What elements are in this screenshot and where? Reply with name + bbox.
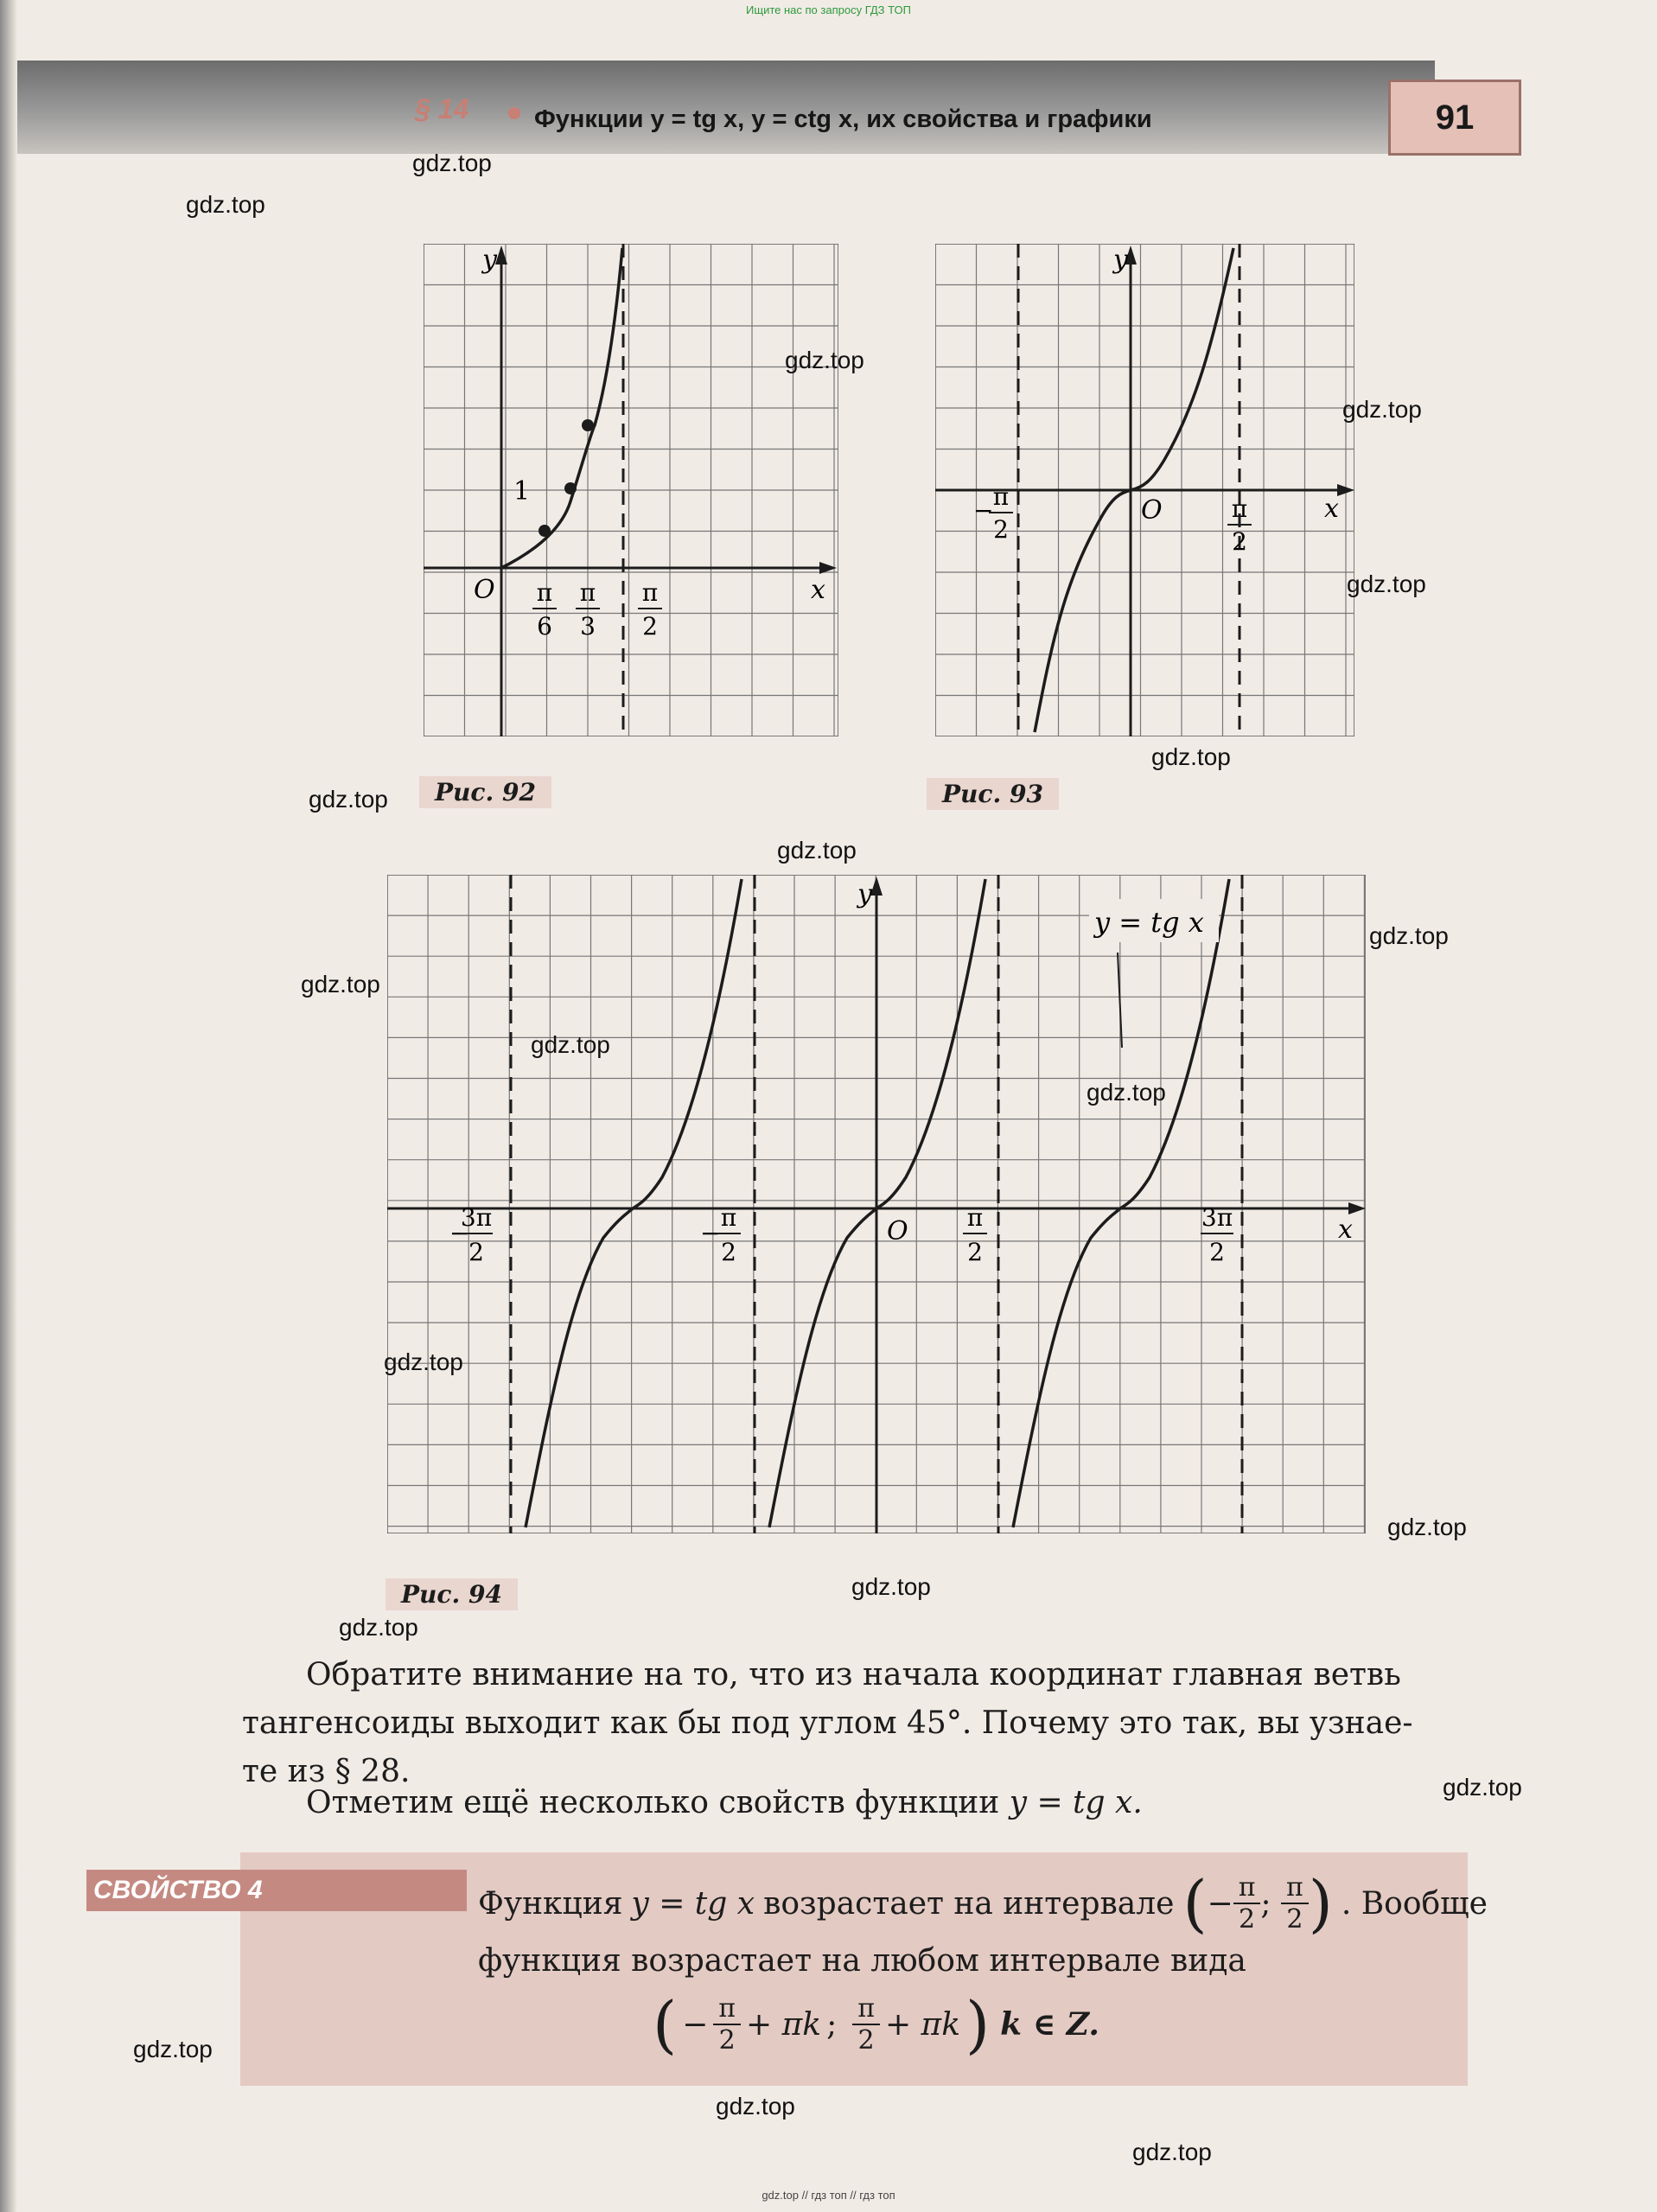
fig92-unit-label: 1: [513, 476, 531, 507]
paragraph-1-line-1: Обратите внимание на то, что из начала координат главная ветвь: [306, 1657, 1401, 1692]
property-line-1-end: . Вообще: [1341, 1885, 1488, 1922]
watermark: gdz.top: [785, 347, 864, 373]
fig92-point-pi6: [539, 525, 551, 537]
svg-text:2: 2: [1209, 1238, 1225, 1266]
caption-fig94: Рис. 94: [386, 1578, 518, 1610]
footer-note: gdz.top // гдз топ // гдз топ: [762, 2189, 895, 2202]
watermark: gdz.top: [1347, 571, 1426, 597]
svg-text:3: 3: [580, 612, 596, 641]
paragraph-2: [242, 1779, 1577, 1827]
figure-92: [424, 244, 838, 736]
fig92-origin-label: O: [474, 575, 495, 605]
svg-text:π: π: [579, 578, 596, 607]
property-interval-general: ( − $\frac{\pi}{2}$ + πk ; $\frac{\pi}{2}$ + πk ) k ∈ Z.: [653, 1988, 1099, 2061]
paragraph-1: [242, 1651, 1513, 1796]
watermark: gdz.top: [186, 191, 265, 218]
watermark: gdz.top: [1087, 1079, 1166, 1106]
watermark: gdz.top: [1342, 396, 1422, 423]
page-edge-shadow: [0, 0, 17, 2212]
section-title: Функции y = tg x, y = ctg x, их свойства и графики: [534, 105, 1152, 133]
svg-text:2: 2: [993, 515, 1009, 544]
caption-fig93: Рис. 93: [927, 778, 1059, 810]
watermark: gdz.top: [301, 971, 380, 998]
fig94-tick-3pi2: [1201, 1203, 1233, 1266]
fig93-tick-pi2: [1227, 494, 1252, 556]
paragraph-2-text: Отметим ещё несколько свойств функции: [306, 1785, 1000, 1820]
figure-94: [387, 875, 1366, 1533]
paragraph-1-line-2: тангенсоиды выходит как бы под углом 45°. Почему это так, вы узнае-: [242, 1705, 1413, 1741]
property-line-1-start: Функция: [478, 1885, 623, 1922]
figure-93: [935, 244, 1354, 736]
paragraph-2-formula: y = tg x.: [1009, 1785, 1143, 1820]
watermark: gdz.top: [1132, 2139, 1212, 2165]
paragraph-1-line-3: те из § 28.: [242, 1754, 411, 1789]
svg-text:π: π: [966, 1203, 984, 1232]
fig94-x-label: x: [1338, 1214, 1353, 1245]
svg-text:2: 2: [642, 612, 658, 641]
svg-text:6: 6: [537, 612, 552, 641]
svg-text:π: π: [720, 1203, 737, 1232]
fig94-tick-negpi2: [700, 1203, 741, 1266]
watermark: gdz.top: [412, 150, 492, 176]
svg-text:π: π: [536, 578, 553, 607]
watermark: gdz.top: [1151, 743, 1231, 770]
watermark: gdz.top: [1369, 922, 1449, 949]
fig92-tick-pi3: [576, 578, 600, 641]
watermark: gdz.top: [777, 837, 857, 864]
watermark: gdz.top: [133, 2036, 213, 2062]
property-line-1: [478, 1867, 1488, 1940]
watermark: gdz.top: [384, 1348, 463, 1375]
fig94-tick-pi2: [963, 1203, 987, 1266]
fig93-tick-neg-pi2: [973, 482, 1013, 544]
svg-text:−: −: [449, 1219, 470, 1247]
svg-text:3π: 3π: [1201, 1203, 1233, 1232]
watermark: gdz.top: [339, 1614, 418, 1641]
fig94-curve-label: y = tg x: [1094, 906, 1204, 939]
k-condition: k ∈ Z.: [1000, 2006, 1099, 2043]
property-label: СВОЙСТВО 4: [86, 1870, 467, 1911]
svg-text:3π: 3π: [460, 1203, 493, 1232]
fig92-x-label: x: [811, 575, 825, 605]
svg-text:2: 2: [721, 1238, 736, 1266]
watermark: gdz.top: [716, 2093, 795, 2120]
section-number: § 14: [415, 93, 469, 124]
svg-text:−: −: [700, 1219, 721, 1247]
svg-text:−: −: [973, 496, 994, 525]
fig94-y-arrow: [870, 877, 883, 896]
watermark: gdz.top: [1387, 1514, 1467, 1540]
svg-text:2: 2: [1232, 527, 1247, 556]
fig92-y-label: y: [482, 245, 497, 275]
caption-fig92: Рис. 92: [419, 776, 551, 808]
fig94-x-arrow: [1348, 1202, 1366, 1214]
fig94-tick-neg3pi2: [449, 1203, 493, 1266]
property-formula: y = tg x: [631, 1885, 755, 1922]
fig93-x-label: x: [1324, 494, 1339, 524]
svg-text:π: π: [641, 578, 659, 607]
svg-text:2: 2: [468, 1238, 484, 1266]
fig92-tick-pi6: [532, 578, 557, 641]
fig94-y-label: y: [857, 879, 872, 909]
fig93-origin-label: O: [1141, 495, 1163, 526]
fig94-branch-1: [526, 879, 742, 1527]
watermark: gdz.top: [531, 1031, 610, 1058]
watermark: gdz.top: [309, 786, 388, 813]
property-line-1-mid: возрастает на интервале: [763, 1885, 1175, 1922]
svg-text:π: π: [1231, 494, 1248, 523]
fig94-origin-label: O: [887, 1216, 908, 1246]
svg-text:2: 2: [967, 1238, 983, 1266]
property-interval-1: ( − $\frac{\pi}{2}$ ; $\frac{\pi}{2}$ ): [1182, 1867, 1333, 1940]
section-bullet: [508, 107, 520, 119]
fig92-point-pi3: [582, 419, 594, 431]
watermark: gdz.top: [851, 1573, 931, 1600]
fig93-y-label: y: [1113, 245, 1128, 275]
top-note: Ищите нас по запросу ГДЗ ТОП: [746, 3, 911, 16]
watermark: gdz.top: [1443, 1774, 1522, 1801]
fig94-branch-3: [1013, 879, 1229, 1527]
fig92-tick-pi2: [638, 578, 662, 641]
property-line-2: функция возрастает на любом интервале вида: [478, 1943, 1246, 1979]
page-number: 91: [1388, 80, 1521, 156]
svg-text:π: π: [992, 482, 1010, 511]
fig92-point-pi4: [564, 482, 577, 494]
